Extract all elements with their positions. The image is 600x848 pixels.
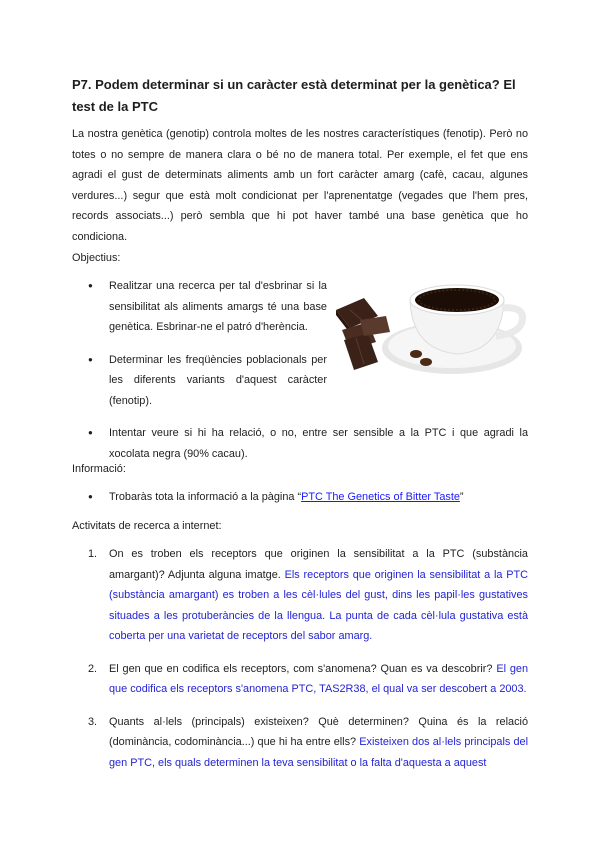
information-heading: Informació: — [72, 463, 126, 475]
information-item — [72, 487, 528, 508]
activity-answer: Els receptors que originen la sensibilitat a la PTC (substància amargant) es troben a les cèl·lules del gust, dins les papil·les gustatives situades a les protuberàncies de la llengua. La punta de cada cèl·lula gustativa està coberta per una varietat de receptors del sabor amarg. — [109, 568, 528, 642]
objective-item: ● Realitzar una recerca per tal d'esbrinar si la sensibilitat als aliments amargs té una base genètica. Esbrinar-ne el patró d'herència. — [72, 276, 327, 338]
information-text: Trobaràs tota la informació a la pàgina “ — [109, 491, 302, 503]
coffee-chocolate-photo — [330, 270, 528, 382]
activity-number: 1. — [88, 548, 98, 560]
coffee-cup-icon — [330, 270, 528, 382]
intro-paragraph: La nostra genètica (genotip) controla moltes de les nostres característiques (fenotip). Però no totes o no sempre de manera clara o bé no de manera total. Per exemple, el fet que ens agradi el gust de determinats aliments amb un fort caràcter amarg (cafè, cacau, algunes verdures...) segur que està molt condicionat per l'aprenentatge (vegades que l'hem pres, records associats...) però sembla que hi pot haver també una base genètica que ho condiciona. — [72, 128, 528, 243]
objective-item: ● Determinar les freqüències poblacionals per les diferents variants d'aquest caràcter (fenotip). — [72, 350, 327, 412]
objectives-heading: Objectius: — [72, 252, 121, 264]
page-title: P7. Podem determinar si un caràcter està determinat per la genètica? El test de la PTC — [72, 77, 516, 114]
activity-question: El gen que en codifica els receptors, com s'anomena? Quan es va descobrir? — [109, 662, 493, 675]
activity-number: 2. — [88, 662, 98, 675]
activities-list — [72, 544, 528, 773]
activity-item — [72, 659, 528, 700]
activity-number: 3. — [88, 715, 98, 728]
ptc-genetics-link[interactable]: PTC The Genetics of Bitter Taste — [301, 491, 460, 503]
activity-question: On es troben els receptors que originen la sensibilitat a la PTC (substància amargant)? Adjunta alguna imatge. — [109, 548, 528, 581]
information-list — [72, 487, 528, 508]
activity-answer: Existeixen dos al·lels principals del gen PTC, els quals determinen la teva sensibilitat o la falta d'aquesta a aquest — [109, 736, 529, 769]
activity-question: Quants al·lels (principals) existeixen? Què determinen? Quina és la relació (dominància, codominància...) que hi ha entre ells? — [109, 715, 528, 748]
activities-heading: Activitats de recerca a internet: — [72, 520, 222, 532]
information-text-end: ” — [459, 491, 464, 503]
activity-item — [72, 544, 528, 647]
chocolate-icon — [336, 298, 390, 370]
objective-item: ● Intentar veure si hi ha relació, o no, entre ser sensible a la PTC i que agradi la xocolata negra (90% cacau). — [72, 423, 528, 464]
activity-answer: El gen que codifica els receptors s'anomena PTC, TAS2R38, el qual va ser descobert a 2003. — [109, 662, 528, 695]
activity-item — [72, 712, 528, 774]
